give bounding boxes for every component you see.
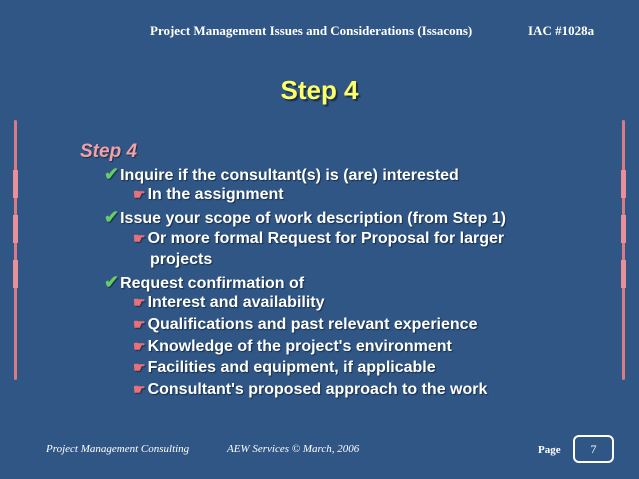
sub-bullet-item xyxy=(133,186,284,204)
right-bar-mark xyxy=(621,260,626,288)
bullet-text: projects xyxy=(150,251,213,268)
footer-company: Project Management Consulting xyxy=(46,443,190,455)
pointing-hand-icon: ☛ xyxy=(133,230,146,246)
pointing-hand-icon: ☛ xyxy=(133,338,146,354)
pointing-hand-icon: ☛ xyxy=(133,294,146,310)
bullet-text: Interest and availability xyxy=(147,294,325,311)
sub-bullet-item xyxy=(133,316,477,334)
sub-bullet-item xyxy=(133,230,504,248)
sub-bullet-item xyxy=(150,251,212,269)
bullet-text: Request confirmation of xyxy=(120,275,305,292)
bullet-text: Qualifications and past relevant experience xyxy=(147,316,478,333)
bullet-text: Facilities and equipment, if applicable xyxy=(147,359,436,376)
checkmark-icon: ✔ xyxy=(104,207,120,227)
left-bar-mark xyxy=(13,260,18,288)
sub-bullet-item xyxy=(133,338,452,356)
header-code: IAC #1028a xyxy=(528,23,595,38)
pointing-hand-icon: ☛ xyxy=(133,381,146,397)
footer-page-label: Page xyxy=(538,444,561,456)
bullet-text: Consultant's proposed approach to the work xyxy=(147,381,488,398)
sub-bullet-item xyxy=(133,294,325,312)
pointing-hand-icon: ☛ xyxy=(133,359,146,375)
checkmark-icon: ✔ xyxy=(104,164,120,184)
sub-bullet-item xyxy=(133,381,487,399)
bullet-item xyxy=(104,272,304,293)
right-decorative-bar xyxy=(622,120,625,380)
right-bar-mark xyxy=(621,170,626,198)
checkmark-icon: ✔ xyxy=(104,272,120,292)
slide-title: Step 4 xyxy=(280,75,359,105)
bullet-item xyxy=(104,164,459,185)
footer-copyright: AEW Services © March, 2006 xyxy=(227,443,360,455)
bullet-text: Issue your scope of work description (from Step 1) xyxy=(120,210,506,227)
right-bar-mark xyxy=(621,215,626,243)
sub-bullet-item xyxy=(133,359,436,377)
bullet-text: In the assignment xyxy=(147,186,284,203)
page-number-box: 7 xyxy=(573,435,614,463)
pointing-hand-icon: ☛ xyxy=(133,316,146,332)
slide-subtitle: Step 4 xyxy=(80,141,138,162)
left-decorative-bar xyxy=(14,120,17,380)
left-bar-mark xyxy=(13,215,18,243)
pointing-hand-icon: ☛ xyxy=(133,186,146,202)
left-bar-mark xyxy=(13,170,18,198)
bullet-text: Inquire if the consultant(s) is (are) interested xyxy=(120,167,459,184)
bullet-item xyxy=(104,207,506,228)
bullet-text: Or more formal Request for Proposal for larger xyxy=(147,230,505,247)
header-title: Project Management Issues and Considerations (Issacons) xyxy=(150,23,473,38)
bullet-text: Knowledge of the project's environment xyxy=(147,338,452,355)
